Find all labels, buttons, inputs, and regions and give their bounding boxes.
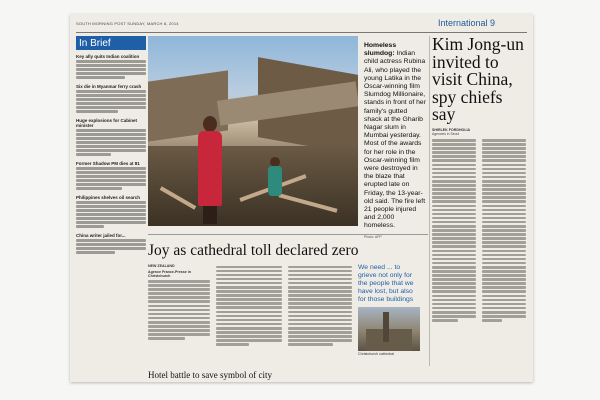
kim-source: Agencies in Seoul bbox=[432, 131, 460, 136]
cathedral-caption: Christchurch cathedral bbox=[358, 352, 394, 356]
column-divider bbox=[429, 36, 430, 366]
pull-quote bbox=[358, 264, 420, 304]
kim-headline: Kim Jong-un invited to visit China, spy chiefs say bbox=[432, 34, 524, 124]
brief-headline: Six die in Myanmar ferry crash bbox=[76, 84, 142, 89]
photo-caption bbox=[364, 42, 426, 241]
slum-fire-photo bbox=[148, 36, 358, 226]
brief-item bbox=[76, 118, 146, 156]
brief-headline: Huge explosions for Cabinet minister bbox=[76, 118, 138, 128]
newspaper-page bbox=[70, 14, 533, 382]
girl-figure bbox=[203, 116, 217, 132]
brief-item bbox=[76, 161, 146, 190]
kim-byline: SHIRLEK FORDHOLIA bbox=[432, 127, 471, 132]
section-label: International 9 bbox=[438, 18, 496, 28]
cathedral-photo bbox=[358, 307, 420, 351]
story-column bbox=[148, 264, 210, 341]
brief-item bbox=[76, 54, 146, 79]
brief-headline: Key ally quits Indian coalition bbox=[76, 54, 140, 59]
section-tag: NEW ZEALAND bbox=[148, 264, 175, 268]
story-column bbox=[288, 264, 352, 347]
bottom-headline: Hotel battle to save symbol of city bbox=[148, 370, 272, 380]
in-brief-column bbox=[76, 36, 146, 380]
brief-item bbox=[76, 84, 146, 113]
main-headline: Joy as cathedral toll declared zero bbox=[148, 242, 359, 259]
caption-body: Indian child actress Rubina Ali, who played the young Latika in the Oscar-winning film Slumdog Millionaire, stands in front of her family's gutted shack at the Gharib Nagar slum in Mumbai yesterday. Most of the awards for her role in the Oscar-winning film were destroyed in the blaze that erupted late on Friday, the 13-year-old said. The fire left 21 people injured and 2,000 homeless. bbox=[364, 50, 426, 230]
caption-lead: Homeless slumdog: bbox=[364, 42, 397, 58]
brief-item bbox=[76, 195, 146, 228]
story-column bbox=[216, 264, 282, 347]
masthead bbox=[76, 18, 527, 33]
brief-item bbox=[76, 233, 146, 254]
in-brief-banner: In Brief bbox=[76, 36, 146, 50]
story-column bbox=[482, 138, 526, 324]
story-column bbox=[432, 138, 476, 324]
pull-quote-text: We need ... to grieve not only for the people that we have lost, but also for those buildings bbox=[358, 264, 414, 303]
kim-story bbox=[432, 36, 527, 380]
brief-headline: Former Shadow PM dies at 81 bbox=[76, 161, 140, 166]
divider bbox=[148, 234, 428, 235]
brief-headline: Philippines shelves oil search bbox=[76, 195, 141, 200]
story-byline: Agence France-Presse in Christchurch bbox=[148, 270, 191, 278]
brief-headline: China writer jailed for... bbox=[76, 233, 126, 238]
masthead-dateline: SOUTH MORNING POST SUNDAY, MARCH 8, 2014 bbox=[76, 21, 179, 26]
photo-credit: Photo: AFP bbox=[364, 234, 382, 239]
